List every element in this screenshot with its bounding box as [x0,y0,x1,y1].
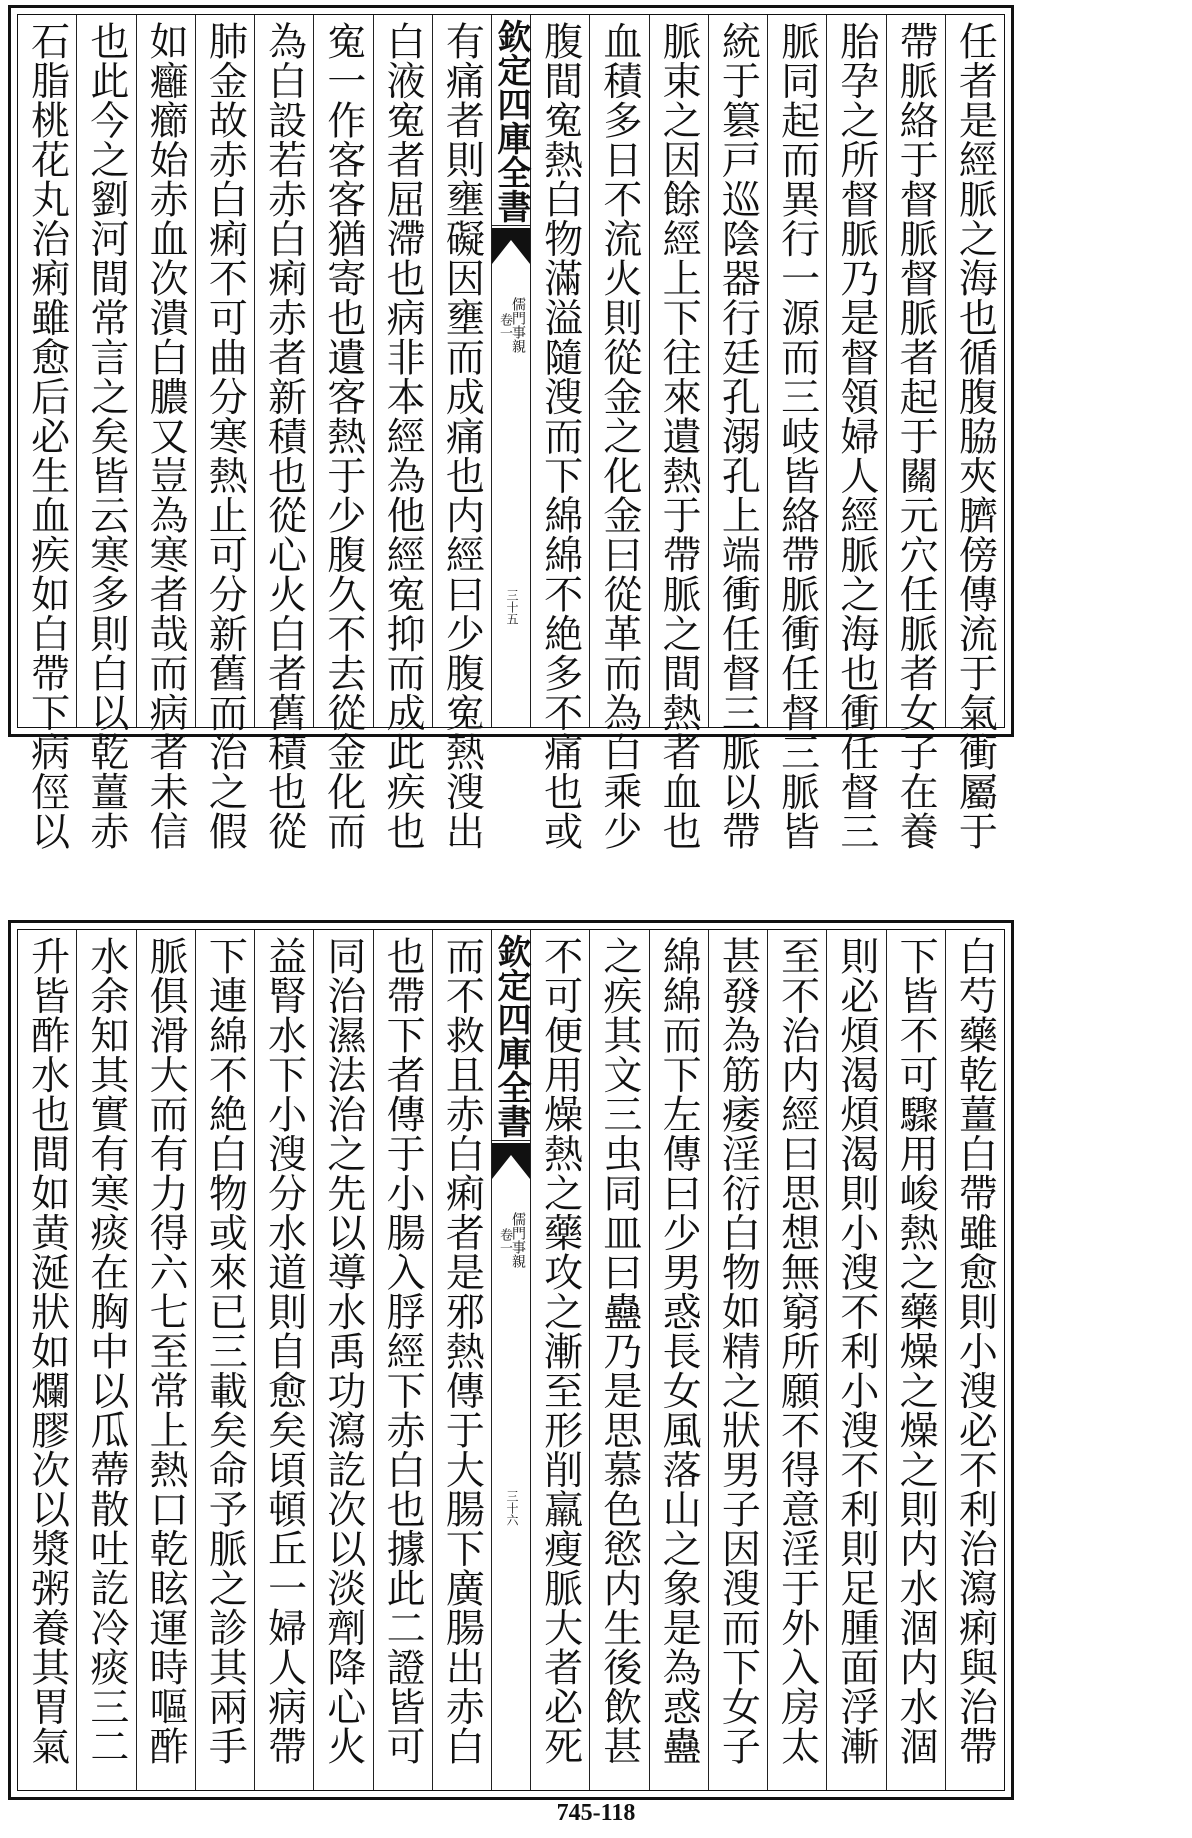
column-text: 同治濕法治之先以導水禹功瀉訖次以淡劑降心火 [320,936,366,1766]
text-column [195,15,254,851]
column-text: 甚發為筋痿淫衍白物如精之狀男子因溲而下女子 [715,936,761,1766]
text-column [373,15,432,851]
column-text: 也此今之劉河間常言之矣皆云寒多則白以乾薑赤 [83,21,129,851]
column-text: 白液寃者屈滯也病非本經為他經寃抑而成此疾也 [380,21,426,851]
text-column [767,15,826,851]
column-text: 則必煩渴煩渴則小溲不利小溲不利則足腫面浮漸 [833,936,879,1766]
text-column [649,930,708,1790]
fish-tail-mark [492,1140,530,1181]
column-text: 益腎水下小溲分水道則自愈矣頃頓丘一婦人病帶 [261,936,307,1766]
text-column [254,930,313,1790]
text-column [530,15,589,851]
fish-tail-mark [492,225,530,266]
column-text: 脈俱滑大而有力得六七至常上熱口乾眩運時嘔酢 [143,936,189,1766]
volume-label: 卷一 [497,313,512,339]
text-column [136,15,195,851]
text-column [826,930,885,1790]
column-text: 下皆不可驟用峻熱之藥燥之燥之則内水涸内水涸 [893,936,939,1766]
column-text: 血積多日不流火則從金之化金曰從革而為白乘少 [596,21,642,851]
column-text: 石脂桃花丸治痢雖愈后必生血疾如白帶下病俓以 [24,21,70,851]
text-column [589,930,648,1790]
volume-label: 卷一 [497,1228,512,1254]
top-page [8,5,1014,851]
column-text: 脈束之因餘經上下往來遺熱于帶脈之間熱者血也 [656,21,702,851]
column-text: 帶脈絡于督脈督脈者起于關元穴任脈者女子在養 [893,21,939,851]
text-column [18,930,76,1790]
center-gutter [491,930,530,1790]
text-column [373,930,432,1790]
text-column [886,15,945,851]
column-text: 而不救且赤白痢者是邪熱傳于大腸下廣腸出赤白 [439,936,485,1766]
text-column [530,930,589,1790]
bottom-page-frame [17,929,1005,1791]
column-text: 不可便用燥熱之藥攻之漸至形削羸瘦脈大者必死 [537,936,583,1766]
text-column [826,15,885,851]
text-column [136,930,195,1790]
text-column [708,930,767,1790]
text-column [76,930,135,1790]
column-text: 統于篡戸巡陰器行廷孔溺孔上端衝任督三脈以帶 [715,21,761,851]
top-page-frame [17,14,1005,851]
text-column [886,930,945,1790]
column-text: 脈同起而異行一源而三岐皆絡帶脈衝任督三脈皆 [774,21,820,851]
center-gutter [491,15,530,727]
text-column [313,930,372,1790]
book-title: 欽定四庫全書 [491,934,531,1138]
text-column [589,15,648,851]
text-column [708,15,767,851]
text-column [649,15,708,851]
text-column [76,15,135,851]
column-text: 胎孕之所督脈乃是督領婦人經脈之海也衝任督三 [833,21,879,851]
column-text: 下連綿不絶白物或來已三載矣命予脈之診其兩手 [202,936,248,1766]
work-title: 儒門事親 [510,297,526,353]
text-column [945,15,1004,851]
text-column [18,15,76,851]
bottom-page [8,920,1014,1800]
column-text: 之疾其文三虫同皿曰蠱乃是思慕色慾内生後飲甚 [596,936,642,1766]
column-text: 綿綿而下左傳曰少男惑長女風落山之象是為惑蠱 [656,936,702,1766]
column-text: 水余知其實有寒痰在胸中以瓜蔕散吐訖冷痰三二 [83,936,129,1766]
text-column [767,930,826,1790]
column-text: 任者是經脈之海也循腹脇夾臍傍傳流于氣衝屬于 [952,21,998,851]
text-column [432,930,491,1790]
text-column [313,15,372,851]
column-text: 白芍藥乾薑白帶雖愈則小溲必不利治瀉痢與治帶 [952,936,998,1766]
text-column [195,930,254,1790]
text-column [945,930,1004,1790]
column-text: 為白設若赤白痢赤者新積也從心火白者舊積也從 [261,21,307,851]
column-text: 至不治内經曰思想無窮所願不得意淫于外入房太 [774,936,820,1766]
page-number: 三十六 [505,1490,519,1526]
page-number: 三十五 [505,589,519,625]
column-text: 升皆酢水也間如黄涎狀如爛膠次以漿粥養其胃氣 [24,936,70,1766]
text-column [432,15,491,851]
column-text: 有痛者則壅礙因壅而成痛也内經曰少腹寃熱溲出 [439,21,485,851]
column-text: 肺金故赤白痢不可曲分寒熱止可分新舊而治之假 [202,21,248,851]
text-column [254,15,313,851]
book-title: 欽定四庫全書 [491,19,531,223]
page-footer-number: 745-118 [556,1800,636,1826]
column-text: 腹間寃熱白物滿溢隨溲而下綿綿不絶多不痛也或 [537,21,583,851]
column-text: 也帶下者傳于小腸入脬經下赤白也據此二證皆可 [380,936,426,1766]
column-text: 寃一作客客猶寄也遺客熱于少腹久不去從金化而 [320,21,366,851]
column-text: 如癰癤始赤血次潰白膿又豈為寒者哉而病者未信 [143,21,189,851]
work-title: 儒門事親 [510,1212,526,1268]
